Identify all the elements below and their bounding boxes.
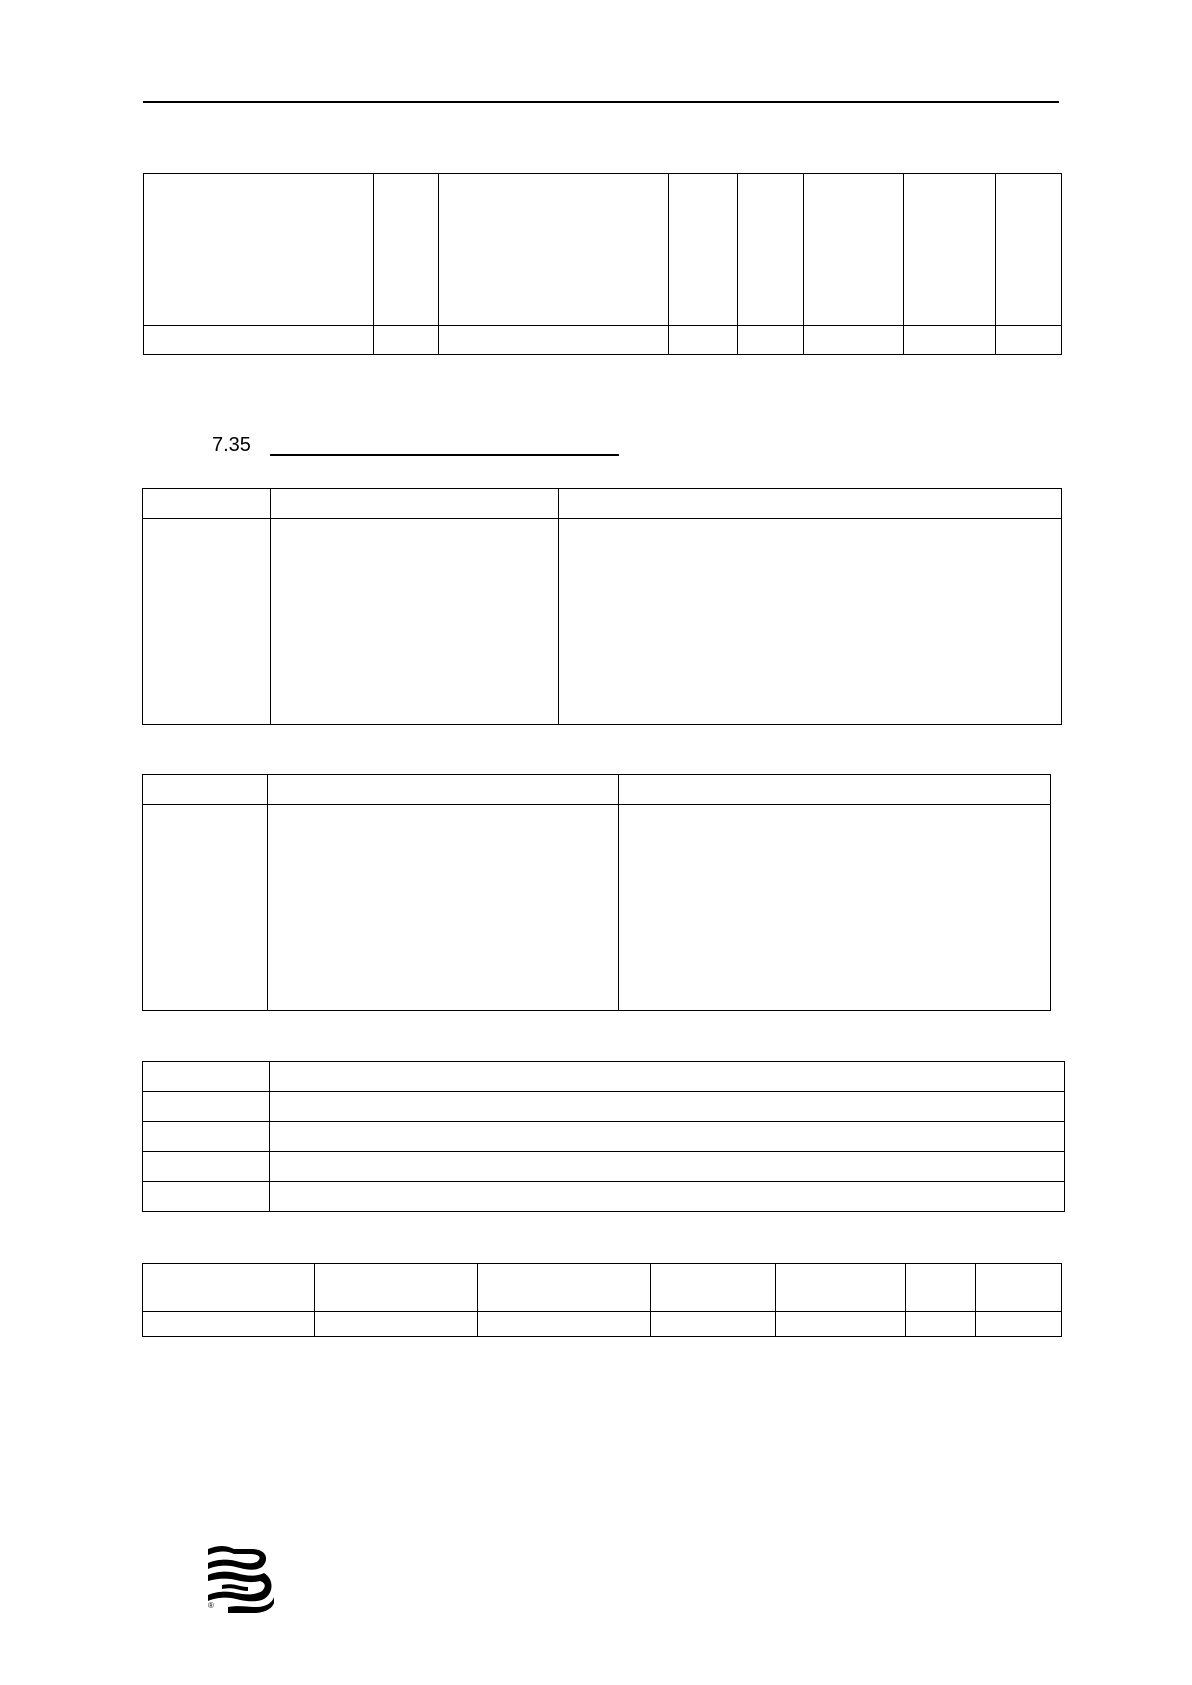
section-number: 7.35 [212,434,251,456]
table-cell [143,1152,270,1182]
table-cell [268,805,619,1011]
table-cell [976,1312,1062,1337]
table-cell [315,1264,478,1312]
table-cell [669,326,738,355]
table-cell [439,326,669,355]
table-row [144,326,1062,355]
table-header-row [144,174,1062,326]
table-cell [996,326,1062,355]
table-cell [559,519,1062,725]
table-cell [143,1182,270,1212]
table-cell [143,1312,315,1337]
table-cell [619,775,1051,805]
table-cell [559,489,1062,519]
section-title-underline [270,454,619,456]
table-cell [738,326,804,355]
table-header-row [143,775,1051,805]
table-row [143,1122,1065,1152]
table-cell [143,1264,315,1312]
table-cell [144,326,374,355]
company-logo [204,1545,276,1613]
table-row [143,1182,1065,1212]
description-table-1 [142,488,1062,725]
table-cell [270,1092,1065,1122]
table-row [143,805,1051,1011]
table-row [143,1152,1065,1182]
table-cell [271,519,559,725]
table-row [143,1312,1062,1337]
table-cell [268,775,619,805]
table-cell [144,174,374,326]
table-row [143,1062,1065,1092]
table-cell [906,1264,976,1312]
table-header-row [143,1264,1062,1312]
table-cell [143,775,268,805]
table-cell [270,1182,1065,1212]
table-cell [374,326,439,355]
parameter-table-bottom [142,1263,1062,1337]
table-cell [906,1312,976,1337]
table-cell [669,174,738,326]
table-cell [374,174,439,326]
table-cell [271,489,559,519]
table-cell [143,519,271,725]
description-table-2 [142,774,1051,1011]
table-cell [776,1264,906,1312]
table-cell [904,174,996,326]
table-cell [143,1092,270,1122]
table-cell [270,1062,1065,1092]
table-cell [478,1264,651,1312]
table-row [143,1092,1065,1122]
table-cell [439,174,669,326]
table-cell [143,489,271,519]
table-cell [738,174,804,326]
table-cell [270,1122,1065,1152]
table-cell [619,805,1051,1011]
header-rule [143,101,1059,103]
table-cell [904,326,996,355]
table-cell [315,1312,478,1337]
table-cell [270,1152,1065,1182]
table-cell [478,1312,651,1337]
table-cell [804,174,904,326]
registered-mark-icon: ® [208,1601,214,1610]
table-cell [143,1062,270,1092]
table-cell [976,1264,1062,1312]
table-cell [651,1264,776,1312]
table-cell [143,805,268,1011]
table-cell [143,1122,270,1152]
table-cell [996,174,1062,326]
table-cell [776,1312,906,1337]
options-table [142,1061,1065,1212]
parameter-table-top [143,173,1062,355]
table-cell [651,1312,776,1337]
table-cell [804,326,904,355]
table-row [143,519,1062,725]
table-header-row [143,489,1062,519]
